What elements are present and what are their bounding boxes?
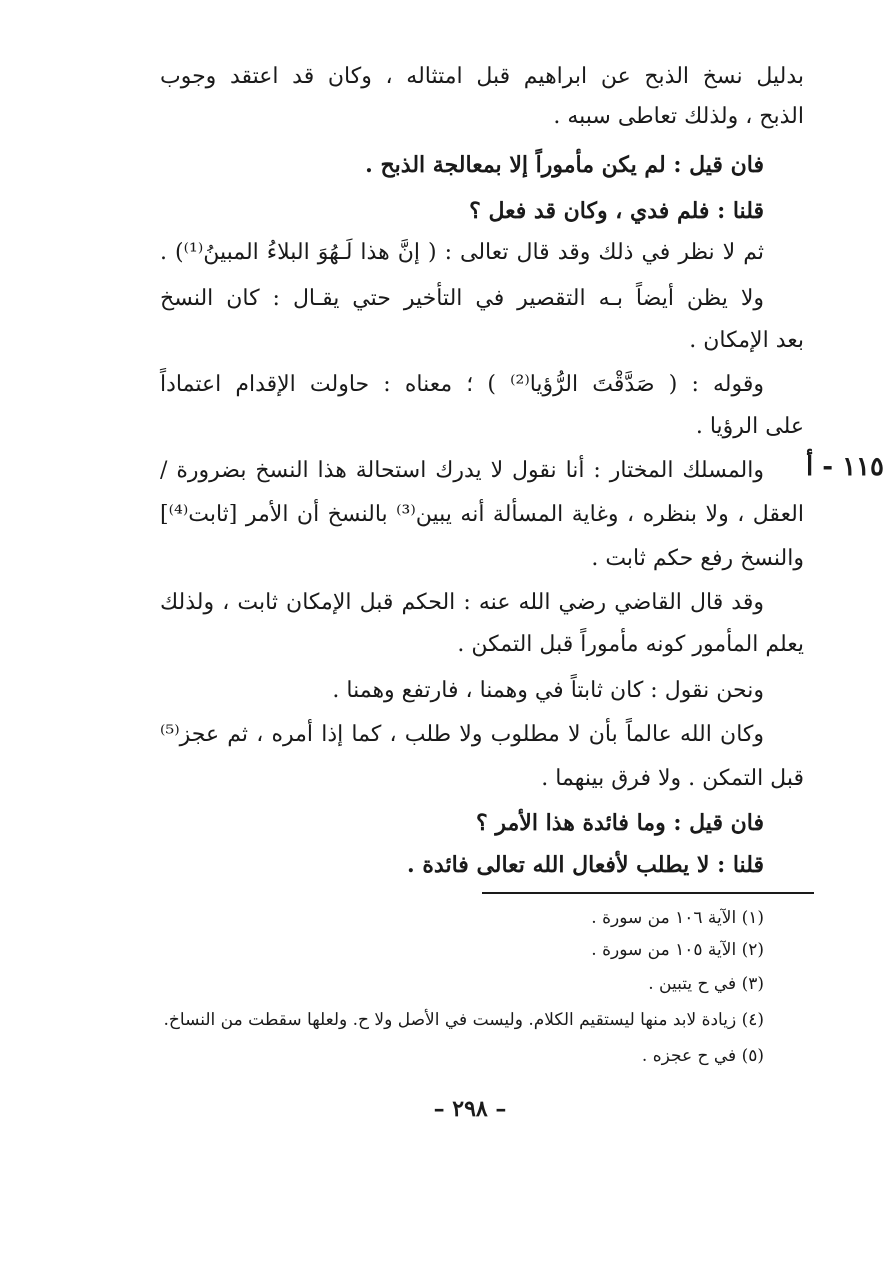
body-line: وقوله : ( صَدَّقْتَ الرُّؤيا⁽²⁾ ) ؛ معناه : حاولت الإقدام اعتماداً — [160, 372, 764, 397]
footnote: (٢) الآية ١٠٥ من سورة . — [591, 940, 764, 960]
body-line: ثم لا نظر في ذلك وقد قال تعالى : ( إنَّ هذا لَـهُوَ البلاءُ المبينُ⁽¹⁾) . — [160, 240, 764, 265]
manuscript-folio-marker: ١١٥ - أ — [805, 452, 884, 482]
footnote: (٣) في ح يتبين . — [648, 974, 764, 994]
body-line: فان قيل : لم يكن مأموراً إلا بمعالجة الذبح . — [365, 152, 764, 178]
footnote: (٥) في ح عجزه . — [641, 1046, 764, 1066]
body-line: العقل ، ولا بنظره ، وغاية المسألة أنه يبين⁽³⁾ بالنسخ أن الأمر [ثابت⁽⁴⁾] — [160, 502, 804, 527]
body-line: يعلم المأمور كونه مأموراً قبل التمكن . — [457, 632, 804, 657]
body-line: فان قيل : وما فائدة هذا الأمر ؟ — [476, 810, 764, 836]
body-line: على الرؤيا . — [695, 414, 804, 439]
body-line: والمسلك المختار : أنا نقول لا يدرك استحالة هذا النسخ بضرورة / — [160, 458, 764, 483]
body-line: ونحن نقول : كان ثابتاً في وهمنا ، فارتفع وهمنا . — [332, 678, 764, 703]
page-number: – ٢٩٨ – — [433, 1096, 507, 1122]
body-line: قبل التمكن . ولا فرق بينهما . — [541, 766, 804, 791]
body-line: قلنا : لا يطلب لأفعال الله تعالى فائدة . — [407, 852, 764, 878]
body-line: الذبح ، ولذلك تعاطى سببه . — [553, 104, 804, 129]
footnote: (٤) زيادة لابد منها ليستقيم الكلام. وليست في الأصل ولا ح. ولعلها سقطت من النساخ. — [163, 1010, 764, 1030]
body-line: قلنا : فلم فدي ، وكان قد فعل ؟ — [469, 198, 764, 224]
body-line: بعد الإمكان . — [689, 328, 804, 353]
footnote: (١) الآية ١٠٦ من سورة . — [591, 908, 764, 928]
body-line: بدليل نسخ الذبح عن ابراهيم قبل امتثاله ، وكان قد اعتقد وجوب — [160, 64, 804, 89]
body-line: وكان الله عالماً بأن لا مطلوب ولا طلب ، كما إذا أمره ، ثم عجز⁽⁵⁾ — [160, 722, 764, 747]
footnote-separator — [482, 892, 814, 894]
body-line: ولا يظن أيضاً بـه التقصير في التأخير حتي يقـال : كان النسخ — [160, 286, 764, 311]
body-line: وقد قال القاضي رضي الله عنه : الحكم قبل الإمكان ثابت ، ولذلك — [160, 590, 764, 615]
body-line: والنسخ رفع حكم ثابت . — [591, 546, 804, 571]
